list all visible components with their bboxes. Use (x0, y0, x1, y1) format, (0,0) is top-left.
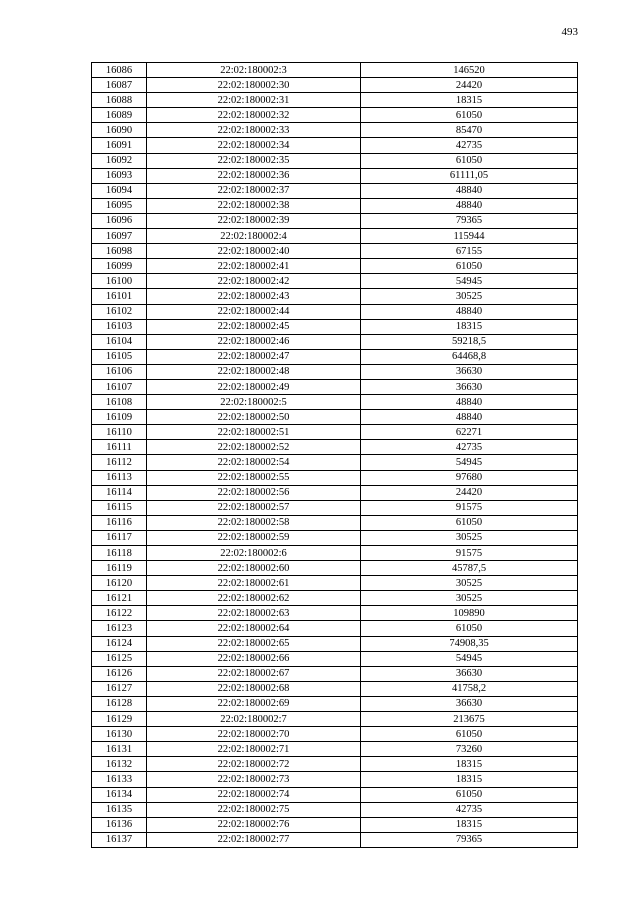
cadastral-number-cell: 22:02:180002:58 (147, 515, 361, 530)
cadastral-number-cell: 22:02:180002:51 (147, 425, 361, 440)
table-row (92, 364, 578, 379)
cadastral-number-cell: 22:02:180002:4 (147, 229, 361, 244)
value-cell: 54945 (361, 455, 578, 470)
row-number-cell: 16135 (92, 802, 147, 817)
row-number-cell: 16098 (92, 244, 147, 259)
value-cell: 74908,35 (361, 636, 578, 651)
table-row (92, 93, 578, 108)
table-row (92, 802, 578, 817)
value-cell: 79365 (361, 832, 578, 847)
table-row (92, 213, 578, 228)
row-number-cell: 16102 (92, 304, 147, 319)
table-row (92, 289, 578, 304)
row-number-cell: 16134 (92, 787, 147, 802)
value-cell: 61050 (361, 153, 578, 168)
row-number-cell: 16105 (92, 349, 147, 364)
row-number-cell: 16096 (92, 213, 147, 228)
table-row (92, 485, 578, 500)
row-number-cell: 16108 (92, 395, 147, 410)
value-cell: 36630 (361, 666, 578, 681)
row-number-cell: 16087 (92, 78, 147, 93)
table-row (92, 787, 578, 802)
value-cell: 91575 (361, 500, 578, 515)
value-cell: 61050 (361, 787, 578, 802)
cadastral-number-cell: 22:02:180002:52 (147, 440, 361, 455)
row-number-cell: 16124 (92, 636, 147, 651)
cadastral-number-cell: 22:02:180002:39 (147, 213, 361, 228)
row-number-cell: 16122 (92, 606, 147, 621)
cadastral-number-cell: 22:02:180002:57 (147, 500, 361, 515)
table-row (92, 229, 578, 244)
value-cell: 41758,2 (361, 681, 578, 696)
cadastral-number-cell: 22:02:180002:44 (147, 304, 361, 319)
row-number-cell: 16121 (92, 591, 147, 606)
table-row (92, 395, 578, 410)
table-row (92, 63, 578, 78)
value-cell: 18315 (361, 93, 578, 108)
table-row (92, 78, 578, 93)
row-number-cell: 16111 (92, 440, 147, 455)
table-row (92, 349, 578, 364)
cadastral-number-cell: 22:02:180002:30 (147, 78, 361, 93)
table-row (92, 515, 578, 530)
value-cell: 30525 (361, 289, 578, 304)
cadastral-number-cell: 22:02:180002:3 (147, 63, 361, 78)
value-cell: 62271 (361, 425, 578, 440)
table-row (92, 123, 578, 138)
table-row (92, 138, 578, 153)
cadastral-number-cell: 22:02:180002:47 (147, 349, 361, 364)
cadastral-number-cell: 22:02:180002:63 (147, 606, 361, 621)
value-cell: 79365 (361, 213, 578, 228)
cadastral-number-cell: 22:02:180002:68 (147, 681, 361, 696)
cadastral-number-cell: 22:02:180002:5 (147, 395, 361, 410)
value-cell: 48840 (361, 304, 578, 319)
cadastral-number-cell: 22:02:180002:46 (147, 334, 361, 349)
table-row (92, 440, 578, 455)
value-cell: 61050 (361, 515, 578, 530)
cadastral-number-cell: 22:02:180002:43 (147, 289, 361, 304)
table-body (92, 63, 578, 848)
cadastral-number-cell: 22:02:180002:54 (147, 455, 361, 470)
cadastral-number-cell: 22:02:180002:61 (147, 576, 361, 591)
row-number-cell: 16131 (92, 742, 147, 757)
row-number-cell: 16130 (92, 727, 147, 742)
table-row (92, 455, 578, 470)
value-cell: 48840 (361, 395, 578, 410)
table-row (92, 561, 578, 576)
row-number-cell: 16090 (92, 123, 147, 138)
value-cell: 109890 (361, 606, 578, 621)
table-row (92, 546, 578, 561)
cadastral-number-cell: 22:02:180002:33 (147, 123, 361, 138)
table-row (92, 727, 578, 742)
table-row (92, 742, 578, 757)
row-number-cell: 16100 (92, 274, 147, 289)
row-number-cell: 16101 (92, 289, 147, 304)
value-cell: 91575 (361, 546, 578, 561)
row-number-cell: 16128 (92, 696, 147, 711)
table-row (92, 576, 578, 591)
value-cell: 61050 (361, 727, 578, 742)
cadastral-number-cell: 22:02:180002:65 (147, 636, 361, 651)
row-number-cell: 16097 (92, 229, 147, 244)
row-number-cell: 16129 (92, 712, 147, 727)
value-cell: 45787,5 (361, 561, 578, 576)
cadastral-number-cell: 22:02:180002:38 (147, 198, 361, 213)
value-cell: 213675 (361, 712, 578, 727)
value-cell: 18315 (361, 319, 578, 334)
row-number-cell: 16099 (92, 259, 147, 274)
value-cell: 61050 (361, 108, 578, 123)
cadastral-number-cell: 22:02:180002:37 (147, 183, 361, 198)
table-row (92, 530, 578, 545)
row-number-cell: 16086 (92, 63, 147, 78)
cadastral-number-cell: 22:02:180002:40 (147, 244, 361, 259)
cadastral-number-cell: 22:02:180002:6 (147, 546, 361, 561)
row-number-cell: 16119 (92, 561, 147, 576)
table-row (92, 379, 578, 394)
cadastral-number-cell: 22:02:180002:55 (147, 470, 361, 485)
row-number-cell: 16126 (92, 666, 147, 681)
row-number-cell: 16127 (92, 681, 147, 696)
value-cell: 48840 (361, 198, 578, 213)
table-row (92, 108, 578, 123)
value-cell: 59218,5 (361, 334, 578, 349)
cadastral-number-cell: 22:02:180002:49 (147, 379, 361, 394)
cadastral-number-cell: 22:02:180002:41 (147, 259, 361, 274)
cadastral-number-cell: 22:02:180002:77 (147, 832, 361, 847)
row-number-cell: 16091 (92, 138, 147, 153)
row-number-cell: 16116 (92, 515, 147, 530)
value-cell: 18315 (361, 757, 578, 772)
cadastral-number-cell: 22:02:180002:42 (147, 274, 361, 289)
table-row (92, 198, 578, 213)
table-row (92, 183, 578, 198)
data-table (91, 62, 578, 848)
cadastral-number-cell: 22:02:180002:35 (147, 153, 361, 168)
value-cell: 67155 (361, 244, 578, 259)
cadastral-number-cell: 22:02:180002:76 (147, 817, 361, 832)
row-number-cell: 16104 (92, 334, 147, 349)
value-cell: 36630 (361, 379, 578, 394)
row-number-cell: 16115 (92, 500, 147, 515)
cadastral-number-cell: 22:02:180002:70 (147, 727, 361, 742)
value-cell: 24420 (361, 485, 578, 500)
row-number-cell: 16089 (92, 108, 147, 123)
value-cell: 24420 (361, 78, 578, 93)
table-row (92, 712, 578, 727)
cadastral-number-cell: 22:02:180002:66 (147, 651, 361, 666)
row-number-cell: 16113 (92, 470, 147, 485)
cadastral-number-cell: 22:02:180002:75 (147, 802, 361, 817)
cadastral-number-cell: 22:02:180002:73 (147, 772, 361, 787)
cadastral-number-cell: 22:02:180002:60 (147, 561, 361, 576)
row-number-cell: 16114 (92, 485, 147, 500)
row-number-cell: 16095 (92, 198, 147, 213)
table-row (92, 304, 578, 319)
table-row (92, 817, 578, 832)
row-number-cell: 16092 (92, 153, 147, 168)
value-cell: 97680 (361, 470, 578, 485)
value-cell: 73260 (361, 742, 578, 757)
cadastral-number-cell: 22:02:180002:50 (147, 410, 361, 425)
table-row (92, 591, 578, 606)
table-row (92, 153, 578, 168)
value-cell: 146520 (361, 63, 578, 78)
table-row (92, 168, 578, 183)
row-number-cell: 16132 (92, 757, 147, 772)
row-number-cell: 16136 (92, 817, 147, 832)
table-row (92, 259, 578, 274)
table-row (92, 274, 578, 289)
row-number-cell: 16094 (92, 183, 147, 198)
cadastral-number-cell: 22:02:180002:69 (147, 696, 361, 711)
table-row (92, 606, 578, 621)
value-cell: 61050 (361, 621, 578, 636)
table-row (92, 757, 578, 772)
value-cell: 30525 (361, 591, 578, 606)
row-number-cell: 16107 (92, 379, 147, 394)
table-row (92, 832, 578, 847)
table-row (92, 666, 578, 681)
row-number-cell: 16123 (92, 621, 147, 636)
row-number-cell: 16117 (92, 530, 147, 545)
cadastral-number-cell: 22:02:180002:45 (147, 319, 361, 334)
table-row (92, 244, 578, 259)
row-number-cell: 16112 (92, 455, 147, 470)
cadastral-number-cell: 22:02:180002:32 (147, 108, 361, 123)
cadastral-number-cell: 22:02:180002:56 (147, 485, 361, 500)
row-number-cell: 16106 (92, 364, 147, 379)
table-row (92, 772, 578, 787)
table-row (92, 334, 578, 349)
table-row (92, 500, 578, 515)
value-cell: 30525 (361, 530, 578, 545)
cadastral-number-cell: 22:02:180002:34 (147, 138, 361, 153)
row-number-cell: 16120 (92, 576, 147, 591)
value-cell: 18315 (361, 772, 578, 787)
cadastral-number-cell: 22:02:180002:36 (147, 168, 361, 183)
value-cell: 54945 (361, 651, 578, 666)
table-row (92, 621, 578, 636)
table-row (92, 410, 578, 425)
value-cell: 36630 (361, 364, 578, 379)
cadastral-number-cell: 22:02:180002:74 (147, 787, 361, 802)
page-number: 493 (561, 26, 578, 38)
cadastral-number-cell: 22:02:180002:48 (147, 364, 361, 379)
value-cell: 61111,05 (361, 168, 578, 183)
cadastral-number-cell: 22:02:180002:72 (147, 757, 361, 772)
table-row (92, 319, 578, 334)
value-cell: 42735 (361, 440, 578, 455)
row-number-cell: 16110 (92, 425, 147, 440)
row-number-cell: 16103 (92, 319, 147, 334)
row-number-cell: 16118 (92, 546, 147, 561)
row-number-cell: 16109 (92, 410, 147, 425)
value-cell: 64468,8 (361, 349, 578, 364)
table-row (92, 681, 578, 696)
cadastral-number-cell: 22:02:180002:64 (147, 621, 361, 636)
cadastral-number-cell: 22:02:180002:59 (147, 530, 361, 545)
cadastral-number-cell: 22:02:180002:62 (147, 591, 361, 606)
cadastral-number-cell: 22:02:180002:7 (147, 712, 361, 727)
value-cell: 42735 (361, 138, 578, 153)
cadastral-number-cell: 22:02:180002:67 (147, 666, 361, 681)
value-cell: 115944 (361, 229, 578, 244)
value-cell: 18315 (361, 817, 578, 832)
value-cell: 36630 (361, 696, 578, 711)
value-cell: 48840 (361, 410, 578, 425)
table-row (92, 651, 578, 666)
row-number-cell: 16137 (92, 832, 147, 847)
value-cell: 48840 (361, 183, 578, 198)
table-row (92, 636, 578, 651)
row-number-cell: 16088 (92, 93, 147, 108)
cadastral-number-cell: 22:02:180002:71 (147, 742, 361, 757)
row-number-cell: 16133 (92, 772, 147, 787)
table-row (92, 470, 578, 485)
table-row (92, 696, 578, 711)
row-number-cell: 16093 (92, 168, 147, 183)
row-number-cell: 16125 (92, 651, 147, 666)
value-cell: 42735 (361, 802, 578, 817)
cadastral-number-cell: 22:02:180002:31 (147, 93, 361, 108)
value-cell: 30525 (361, 576, 578, 591)
value-cell: 61050 (361, 259, 578, 274)
value-cell: 85470 (361, 123, 578, 138)
value-cell: 54945 (361, 274, 578, 289)
table-row (92, 425, 578, 440)
